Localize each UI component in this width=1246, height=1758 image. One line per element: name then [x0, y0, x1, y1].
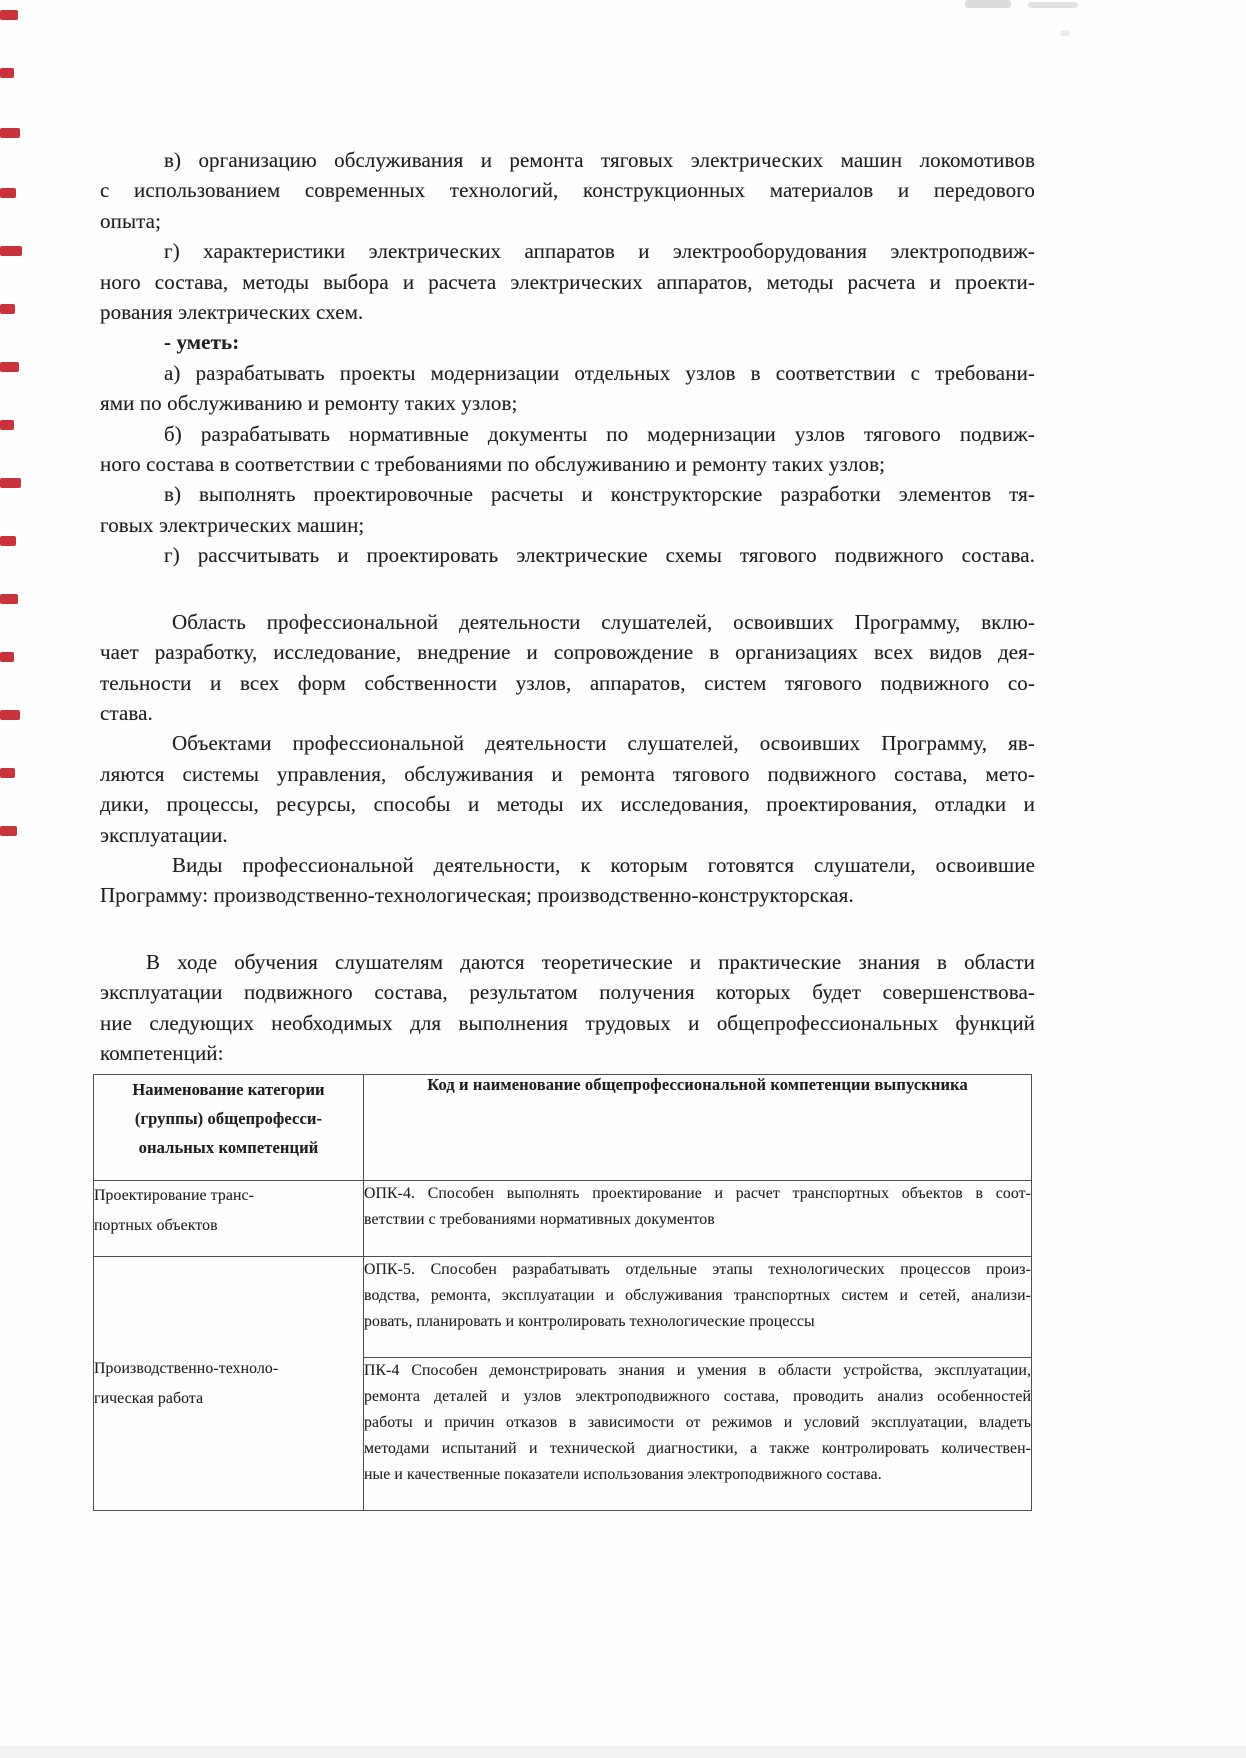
text-line: г) рассчитывать и проектировать электрические схемы тягового подвижного состава.: [164, 543, 1035, 568]
text-line: г) характеристики электрических аппаратов и электрооборудования электроподвиж-: [164, 239, 1035, 264]
paragraph-list: [100, 145, 1035, 1068]
text-line: ного состава в соответствии с требованиями по обслуживанию и ремонту таких узлов;: [100, 452, 886, 477]
scan-smudge: [965, 0, 1011, 8]
paragraph: [100, 947, 1035, 1069]
competency-cell-pk4: [364, 1358, 1032, 1511]
text-line: говых электрических машин;: [100, 512, 365, 537]
text-line: В ходе обучения слушателям даются теоретические и практические знания в области: [146, 949, 1035, 974]
text-line: дики, процессы, ресурсы, способы и методы их исследования, проектирования, отладки и: [100, 792, 1035, 817]
competency-cell-opk5: [364, 1257, 1032, 1358]
text-line: с использованием современных технологий, конструкционных материалов и передового: [100, 178, 1035, 203]
red-pen-mark: [0, 304, 15, 314]
red-pen-mark: [0, 652, 14, 662]
text-line: в) организацию обслуживания и ремонта тяговых электрических машин локомотивов: [164, 148, 1035, 172]
cell-line: гическая работа: [94, 1389, 204, 1407]
text-line: в) выполнять проектировочные расчеты и конструкторские разработки элементов тя-: [164, 482, 1035, 507]
red-pen-mark: [0, 68, 14, 78]
paragraph: [100, 419, 1035, 480]
paragraph: [100, 479, 1035, 540]
text-line: б) разрабатывать нормативные документы по модернизации узлов тягового подвиж-: [164, 421, 1035, 446]
paragraph: [100, 850, 1035, 911]
cell-line: работы и причин отказов в зависимости от режимов и условий эксплуатации, владеть: [364, 1414, 1031, 1432]
red-pen-mark: [0, 188, 16, 198]
paragraph: [100, 728, 1035, 850]
text-line: эксплуатации.: [100, 822, 228, 847]
cell-line: Наименование категории: [132, 1080, 325, 1100]
red-pen-marks: [0, 0, 30, 900]
scan-smudge: [1060, 30, 1070, 36]
text-line: ляются системы управления, обслуживания и ремонта тягового подвижного состава, мето-: [100, 761, 1035, 786]
cell-line: ные и качественные показатели использования электроподвижного состава.: [364, 1466, 882, 1484]
competency-table: [93, 1074, 1032, 1511]
cell-line: (группы) общепрофесси-: [134, 1109, 323, 1129]
red-pen-mark: [0, 362, 19, 372]
paragraph: [100, 236, 1035, 327]
text-line: компетенций:: [100, 1040, 224, 1065]
text-line: Виды профессиональной деятельности, к которым готовятся слушатели, освоившие: [172, 852, 1035, 877]
header-category-cell: [94, 1075, 364, 1181]
text-line: става.: [100, 700, 153, 725]
cell-line: ветствии с требованиями нормативных документов: [364, 1211, 715, 1229]
cell-line: Производственно-техноло-: [94, 1359, 279, 1377]
category-cell-production: [94, 1257, 364, 1511]
red-pen-mark: [0, 128, 20, 138]
cell-line: ОПК-4. Способен выполнять проектирование и расчет транспортных объектов в соот-: [364, 1185, 1031, 1203]
table-header-row: [94, 1075, 1032, 1181]
cell-line: ПК-4 Способен демонстрировать знания и умения в области устройства, эксплуатации,: [364, 1362, 1031, 1380]
cell-line: Код и наименование общепрофессиональной компетенции выпускника: [427, 1075, 968, 1095]
cell-line: методами испытаний и технической диагностики, а также контролировать количествен-: [364, 1440, 1031, 1458]
text-line: ями по обслуживанию и ремонту таких узлов;: [100, 391, 518, 416]
red-pen-mark: [0, 478, 21, 488]
table-row-opk5: [94, 1257, 1032, 1358]
text-line: рования электрических схем.: [100, 300, 364, 325]
table-row-opk4: [94, 1181, 1032, 1257]
paragraph: [100, 145, 1035, 236]
paragraph: [100, 540, 1035, 570]
scan-smudge: [1028, 2, 1078, 8]
red-pen-mark: [0, 536, 16, 546]
cell-line: ремонта деталей и узлов электроподвижного состава, проводить анализ особенностей: [364, 1388, 1031, 1406]
red-pen-mark: [0, 826, 17, 836]
red-pen-mark: [0, 710, 20, 720]
paragraph: [100, 327, 1035, 357]
text-line: а) разрабатывать проекты модернизации отдельных узлов в соответствии с требовани-: [164, 360, 1035, 385]
cell-line: Проектирование транс-: [94, 1187, 254, 1205]
text-line: эксплуатации подвижного состава, результатом получения которых будет совершенствова-: [100, 980, 1035, 1005]
paragraph: [100, 358, 1035, 419]
red-pen-mark: [0, 768, 15, 778]
text-line: чает разработку, исследование, внедрение и сопровождение в организациях всех видов дея-: [100, 640, 1035, 665]
category-cell-design: [94, 1181, 364, 1257]
scan-bottom-band: [0, 1746, 1246, 1758]
text-line: Программу: производственно-технологическая; производственно-конструкторская.: [100, 883, 854, 908]
paragraph: [100, 607, 1035, 729]
cell-line: ровать, планировать и контролировать технологические процессы: [364, 1313, 815, 1331]
red-pen-mark: [0, 246, 22, 256]
text-line: Объектами профессиональной деятельности слушателей, освоивших Программу, яв-: [172, 731, 1035, 756]
cell-line: портных объектов: [94, 1217, 218, 1235]
text-line: тельности и всех форм собственности узлов, аппаратов, систем тягового подвижного со-: [100, 670, 1035, 695]
text-line: ние следующих необходимых для выполнения трудовых и общепрофессиональных функций: [100, 1010, 1035, 1035]
red-pen-mark: [0, 594, 18, 604]
text-line: ного состава, методы выбора и расчета электрических аппаратов, методы расчета и проекти-: [100, 269, 1035, 294]
text-line: Область профессиональной деятельности слушателей, освоивших Программу, вклю-: [172, 609, 1035, 634]
document-body: [94, 145, 1035, 1511]
cell-line: водства, ремонта, эксплуатации и обслуживания транспортных систем и сетей, анализи-: [364, 1287, 1031, 1305]
header-competency-cell: [364, 1075, 1032, 1181]
text-line: - уметь:: [164, 330, 240, 355]
cell-line: ОПК-5. Способен разрабатывать отдельные этапы технологических процессов произ-: [364, 1261, 1031, 1279]
competency-cell-opk4: [364, 1181, 1032, 1257]
text-line: опыта;: [100, 208, 162, 233]
red-pen-mark: [0, 10, 18, 20]
cell-line: ональных компетенций: [138, 1138, 319, 1158]
red-pen-mark: [0, 420, 14, 430]
